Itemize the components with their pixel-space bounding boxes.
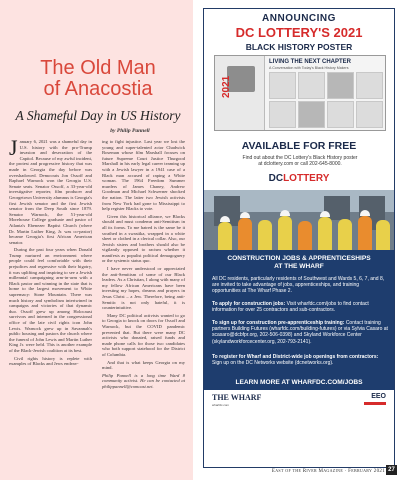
poster-profile xyxy=(356,101,383,128)
poster-heading: LIVING THE NEXT CHAPTER xyxy=(269,59,352,65)
poster-tagline: A Conversation with Today's Black History Makers xyxy=(269,66,349,70)
paragraph-text: anuary 6, 2021 was a shameful day in U.S. history with the pro-Trump invasion and desecration of the Capitol. Because of my awful incident, the protest and progressive history that was made in Georgia the day before was overshadowed. Democrats Jon Ossoff and Raphael Warnock won the Georgia U.S. Senate seats. Senator Ossoff, a 33-year-old investigative reporter, film producer and Georgetown University alumnus is Georgia's first Jewish senator and the first Jewish senator from the Deep South since 1879. Senator Warnock, the 51-year-old Morehouse College graduate and pastor of Atlanta's Ebenezer Baptist Church (where Dr. Martin Luther King, Jr. was co-pastor) became Georgia's first African American senator. xyxy=(9,139,92,245)
poster-profile xyxy=(269,72,296,99)
article-paragraph: And that is what keeps Georgia on my mind. xyxy=(102,359,185,371)
para-label: To register for Wharf and District-wide job openings from contractors: xyxy=(212,354,379,360)
dc-lottery-logo xyxy=(204,173,394,184)
poster-profile xyxy=(269,101,296,128)
article-paragraph xyxy=(9,135,92,245)
photo-worker xyxy=(278,216,292,250)
para-label: To apply for construction jobs: xyxy=(212,301,286,307)
ad-available-free: AVAILABLE FOR FREE xyxy=(241,140,357,152)
ad-subtitle: BLACK HISTORY POSTER xyxy=(245,42,353,52)
article-column xyxy=(0,0,193,480)
photo-worker xyxy=(298,221,312,250)
ad-footer-logos xyxy=(204,390,394,468)
dc-lottery-advertisement xyxy=(203,8,395,468)
poster-profile xyxy=(356,72,383,99)
ad-title: DC LOTTERY'S 2021 xyxy=(235,25,363,40)
pre-apprenticeship-training xyxy=(212,320,388,345)
headline-line-1: The Old Man xyxy=(40,57,156,79)
para-text: Sign up on the DC Networks website (dcnetworks.org). xyxy=(212,360,334,367)
photo-worker xyxy=(218,222,232,250)
photo-worker xyxy=(358,216,372,250)
poster-profile xyxy=(327,101,354,128)
poster-year: 2021 xyxy=(221,75,232,98)
logo-lottery: LOTTERY xyxy=(283,173,330,184)
wharf-jobs-intro: All DC residents, particularly residents of Southwest and Wards 5, 6, 7, and 8, are invited to take advantage of jobs, apprenticeships, and training opportunities at The Wharf Phase 2. xyxy=(212,276,385,295)
logo-dc: DC xyxy=(268,173,284,184)
construction-workers-photo xyxy=(204,190,394,250)
heading-line-2: AT THE WHARF xyxy=(274,263,324,270)
poster-profile xyxy=(327,72,354,99)
poster-profile xyxy=(298,72,325,99)
ad-find-line-2: at dclottery.com or call 202-645-8000. xyxy=(258,161,342,168)
article-column-left xyxy=(9,135,92,369)
learn-more-link[interactable]: LEARN MORE AT WHARFDC.COM/JOBS xyxy=(235,379,363,386)
hard-hat-icon xyxy=(220,216,230,222)
heading-line-1: CONSTRUCTION JOBS & APPRENTICESHIPS xyxy=(227,255,371,262)
drop-cap: J xyxy=(9,135,18,160)
eeo-logo: EEO xyxy=(371,393,386,400)
page-number: 27 xyxy=(386,465,397,475)
para-text: Contact training partners Building Futures (wharfdc.com/building-futures) or via Sylvia Casaro at scasaro@dcbfpr.org, 202-506-0398) and Skyland Workforce Center (skylandworkforcecenter.org, 202-793-2141). xyxy=(212,320,388,345)
footer-separator: · xyxy=(344,469,347,474)
article-subhead: A Shameful Day in US History xyxy=(15,108,181,123)
photo-worker xyxy=(258,220,272,250)
apply-construction-jobs xyxy=(212,301,388,313)
article-paragraph: Civil rights history is replete with examples of Blacks and Jews endeav- xyxy=(9,355,92,367)
poster-preview-image xyxy=(214,55,386,131)
photo-worker xyxy=(376,220,390,250)
hard-hat-icon xyxy=(240,212,250,218)
publication-name: East of the River Magazine xyxy=(271,469,344,474)
register-job-openings xyxy=(212,354,388,366)
article-paragraph: I have never understood or appreciated the anti-Semitism of some of our Black leaders. As a Christian, I along with many of my fellow African Americans have been investing my hopes, dreams and prayers in Jesus Christ – a Jew. Therefore, being anti-Semitic is not only hateful, it is counterintuitive. xyxy=(102,266,185,311)
photo-worker xyxy=(318,217,332,250)
article-headline xyxy=(6,58,190,100)
poster-profile xyxy=(298,101,325,128)
hard-hat-icon xyxy=(360,210,370,216)
photo-worker xyxy=(238,218,252,250)
article-paragraph: Given this historical alliance, we Blacks should and must condemn anti-Semitism in all its forms. To me hatred is the same be it swathed in a swastika, wrapped in a white sheet or clothed in a clerical collar. Also, our Jewish sisters and brothers should also be vigilantly opposed to racism whether it manifests as populist political demagoguery or the systemic status quo. xyxy=(102,213,185,264)
author-bio: Philip Pannell is a long time Ward 8 community activist. He can be contacted at philippannell@comcast.net. xyxy=(102,372,185,389)
article-paragraph: During the past four years when Donald Trump nurtured an environment where people could feel comfortable with their prejudices and regressive with their bigotry, it was uplifting and inspiring to see a Jewish millennial campaigning arm-in-arm with a Black pastor and winning in the state that is home to the largest movement to White supremacy: Stone Mountain. There was much history and symbolism intertwined in campaigns and victories of that dynamic duo. Ossoff grew up among Holocaust survivors and interned in the congressional office of the late civil rights icon John Lewis. Warnock grew up in Savannah's public housing and pastors the church where the funeral of John Lewis and Martin Luther King Jr. were held. This is another example of the Black-Jewish coalition at its best. xyxy=(9,247,92,353)
article-paragraph: ing to fight injustice. Last year we lost the young and super-talented actor Chadwick Boseman whose film Marshall focuses on future Supreme Court Justice Thurgood Marshall in his early legal career teaming up with a Jewish lawyer in a 1941 case of a Black man accused of raping a White woman. The 1964 Freedom Summer murders of James Chaney, Andrew Goodman and Michael Schwerner shocked the nation. The latter two Jewish activists from New York had gone to Mississippi to help register Blacks to vote. xyxy=(102,139,185,212)
para-text: Visit wharfdc.com/jobs to find contact information for over 25 contractors and sub-contractors. xyxy=(212,301,369,314)
wharf-jobs-heading xyxy=(204,255,394,271)
para-label: To sign up for construction pre-apprenticeship training: xyxy=(212,320,345,326)
page-footer xyxy=(272,468,385,474)
ad-find-line-1: Find out about the DC Lottery's Black History poster xyxy=(242,155,358,161)
article-byline: by Philip Pannell xyxy=(110,128,150,134)
issue-date: February 2021 xyxy=(348,469,385,474)
ad-announcing: ANNOUNCING xyxy=(262,13,336,24)
ad-find-out xyxy=(214,155,386,168)
wharf-logo: THE WHARF xyxy=(212,393,262,402)
eeo-logo-bar xyxy=(364,402,386,405)
photo-worker xyxy=(338,219,352,250)
wharf-url: wharfdc.com xyxy=(212,403,230,407)
poster-profile-grid xyxy=(269,72,383,128)
poster-left-panel xyxy=(215,56,265,131)
article-column-right xyxy=(102,139,185,392)
hard-hat-icon xyxy=(280,210,290,216)
headline-line-2: of Anacostia xyxy=(43,78,153,100)
wharf-jobs-section xyxy=(204,250,394,468)
hard-hat-icon xyxy=(320,211,330,217)
article-paragraph: Many DC political activists wanted to go to Georgia to knock on doors for Ossoff and Warnock, but the COVID pandemic prevented that. But there were many DC activists who donated, raised funds and made phone calls for those two candidates who both support statehood for the District of Columbia. xyxy=(102,312,185,357)
